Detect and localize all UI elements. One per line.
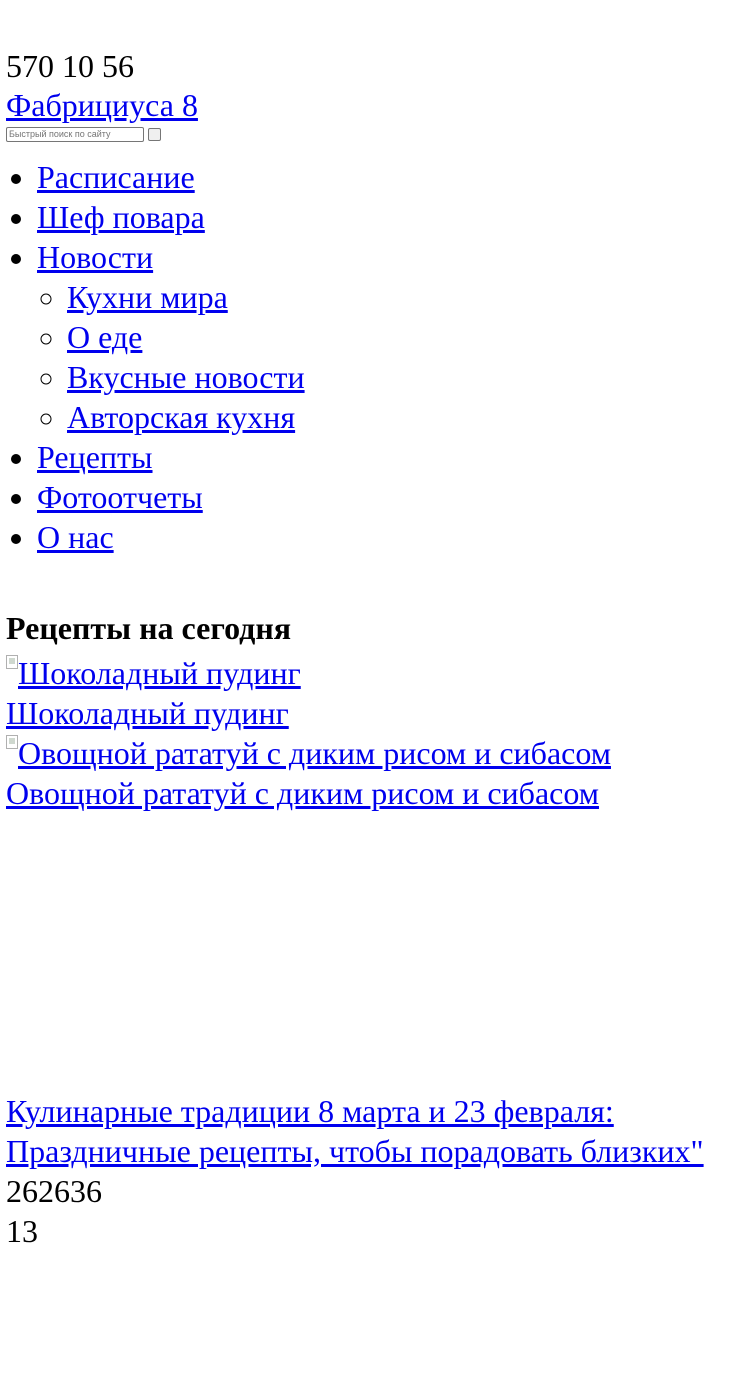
nav-link-news[interactable]: Новости xyxy=(37,239,154,275)
recipe-card xyxy=(6,653,744,733)
recipe-image-link[interactable] xyxy=(6,733,744,773)
broken-image-icon xyxy=(6,655,18,669)
main-nav xyxy=(6,157,744,557)
broken-image-icon xyxy=(6,735,18,749)
nav-link-about[interactable]: О нас xyxy=(37,519,114,555)
subnav-link-about-food[interactable]: О еде xyxy=(67,319,143,355)
search-input[interactable] xyxy=(6,127,144,142)
news-views-count: 262636 xyxy=(6,1173,102,1209)
subnav-link-world-cuisine[interactable]: Кухни мира xyxy=(67,279,228,315)
phone-number: 570 10 56 xyxy=(6,48,134,84)
empty-image-area xyxy=(6,813,744,1091)
recipe-image-alt: Шоколадный пудинг xyxy=(18,655,301,691)
nav-link-chefs[interactable]: Шеф повара xyxy=(37,199,205,235)
nav-item-photo-reports xyxy=(37,477,744,517)
nav-item-news xyxy=(37,237,744,437)
search-button[interactable] xyxy=(148,128,161,141)
news-comments-count: 13 xyxy=(6,1213,38,1249)
news-article-link[interactable]: Кулинарные традиции 8 марта и 23 февраля: Праздничные рецепты, чтобы порадовать близких" xyxy=(6,1093,704,1169)
nav-item-schedule xyxy=(37,157,744,197)
nav-item-recipes xyxy=(37,437,744,477)
page xyxy=(0,46,750,1251)
news-subnav xyxy=(37,277,744,437)
nav-link-recipes[interactable]: Рецепты xyxy=(37,439,153,475)
nav-item-chefs xyxy=(37,197,744,237)
subnav-item-about-food xyxy=(67,317,744,357)
address-link[interactable]: Фабрициуса 8 xyxy=(6,87,198,123)
subnav-item-author-cuisine xyxy=(67,397,744,437)
nav-link-schedule[interactable]: Расписание xyxy=(37,159,195,195)
recipe-title-link[interactable]: Шоколадный пудинг xyxy=(6,695,289,731)
recipe-title-link[interactable]: Овощной рататуй с диким рисом и сибасом xyxy=(6,775,599,811)
search-form xyxy=(6,124,744,144)
recipes-today-heading: Рецепты на сегодня xyxy=(6,610,292,646)
nav-item-about xyxy=(37,517,744,557)
nav-link-photo-reports[interactable]: Фотоотчеты xyxy=(37,479,203,515)
subnav-item-tasty-news xyxy=(67,357,744,397)
recipe-image-link[interactable] xyxy=(6,653,744,693)
subnav-link-author-cuisine[interactable]: Авторская кухня xyxy=(67,399,296,435)
subnav-item-world-cuisine xyxy=(67,277,744,317)
recipe-image-alt: Овощной рататуй с диким рисом и сибасом xyxy=(18,735,611,771)
recipe-card xyxy=(6,733,744,813)
subnav-link-tasty-news[interactable]: Вкусные новости xyxy=(67,359,305,395)
